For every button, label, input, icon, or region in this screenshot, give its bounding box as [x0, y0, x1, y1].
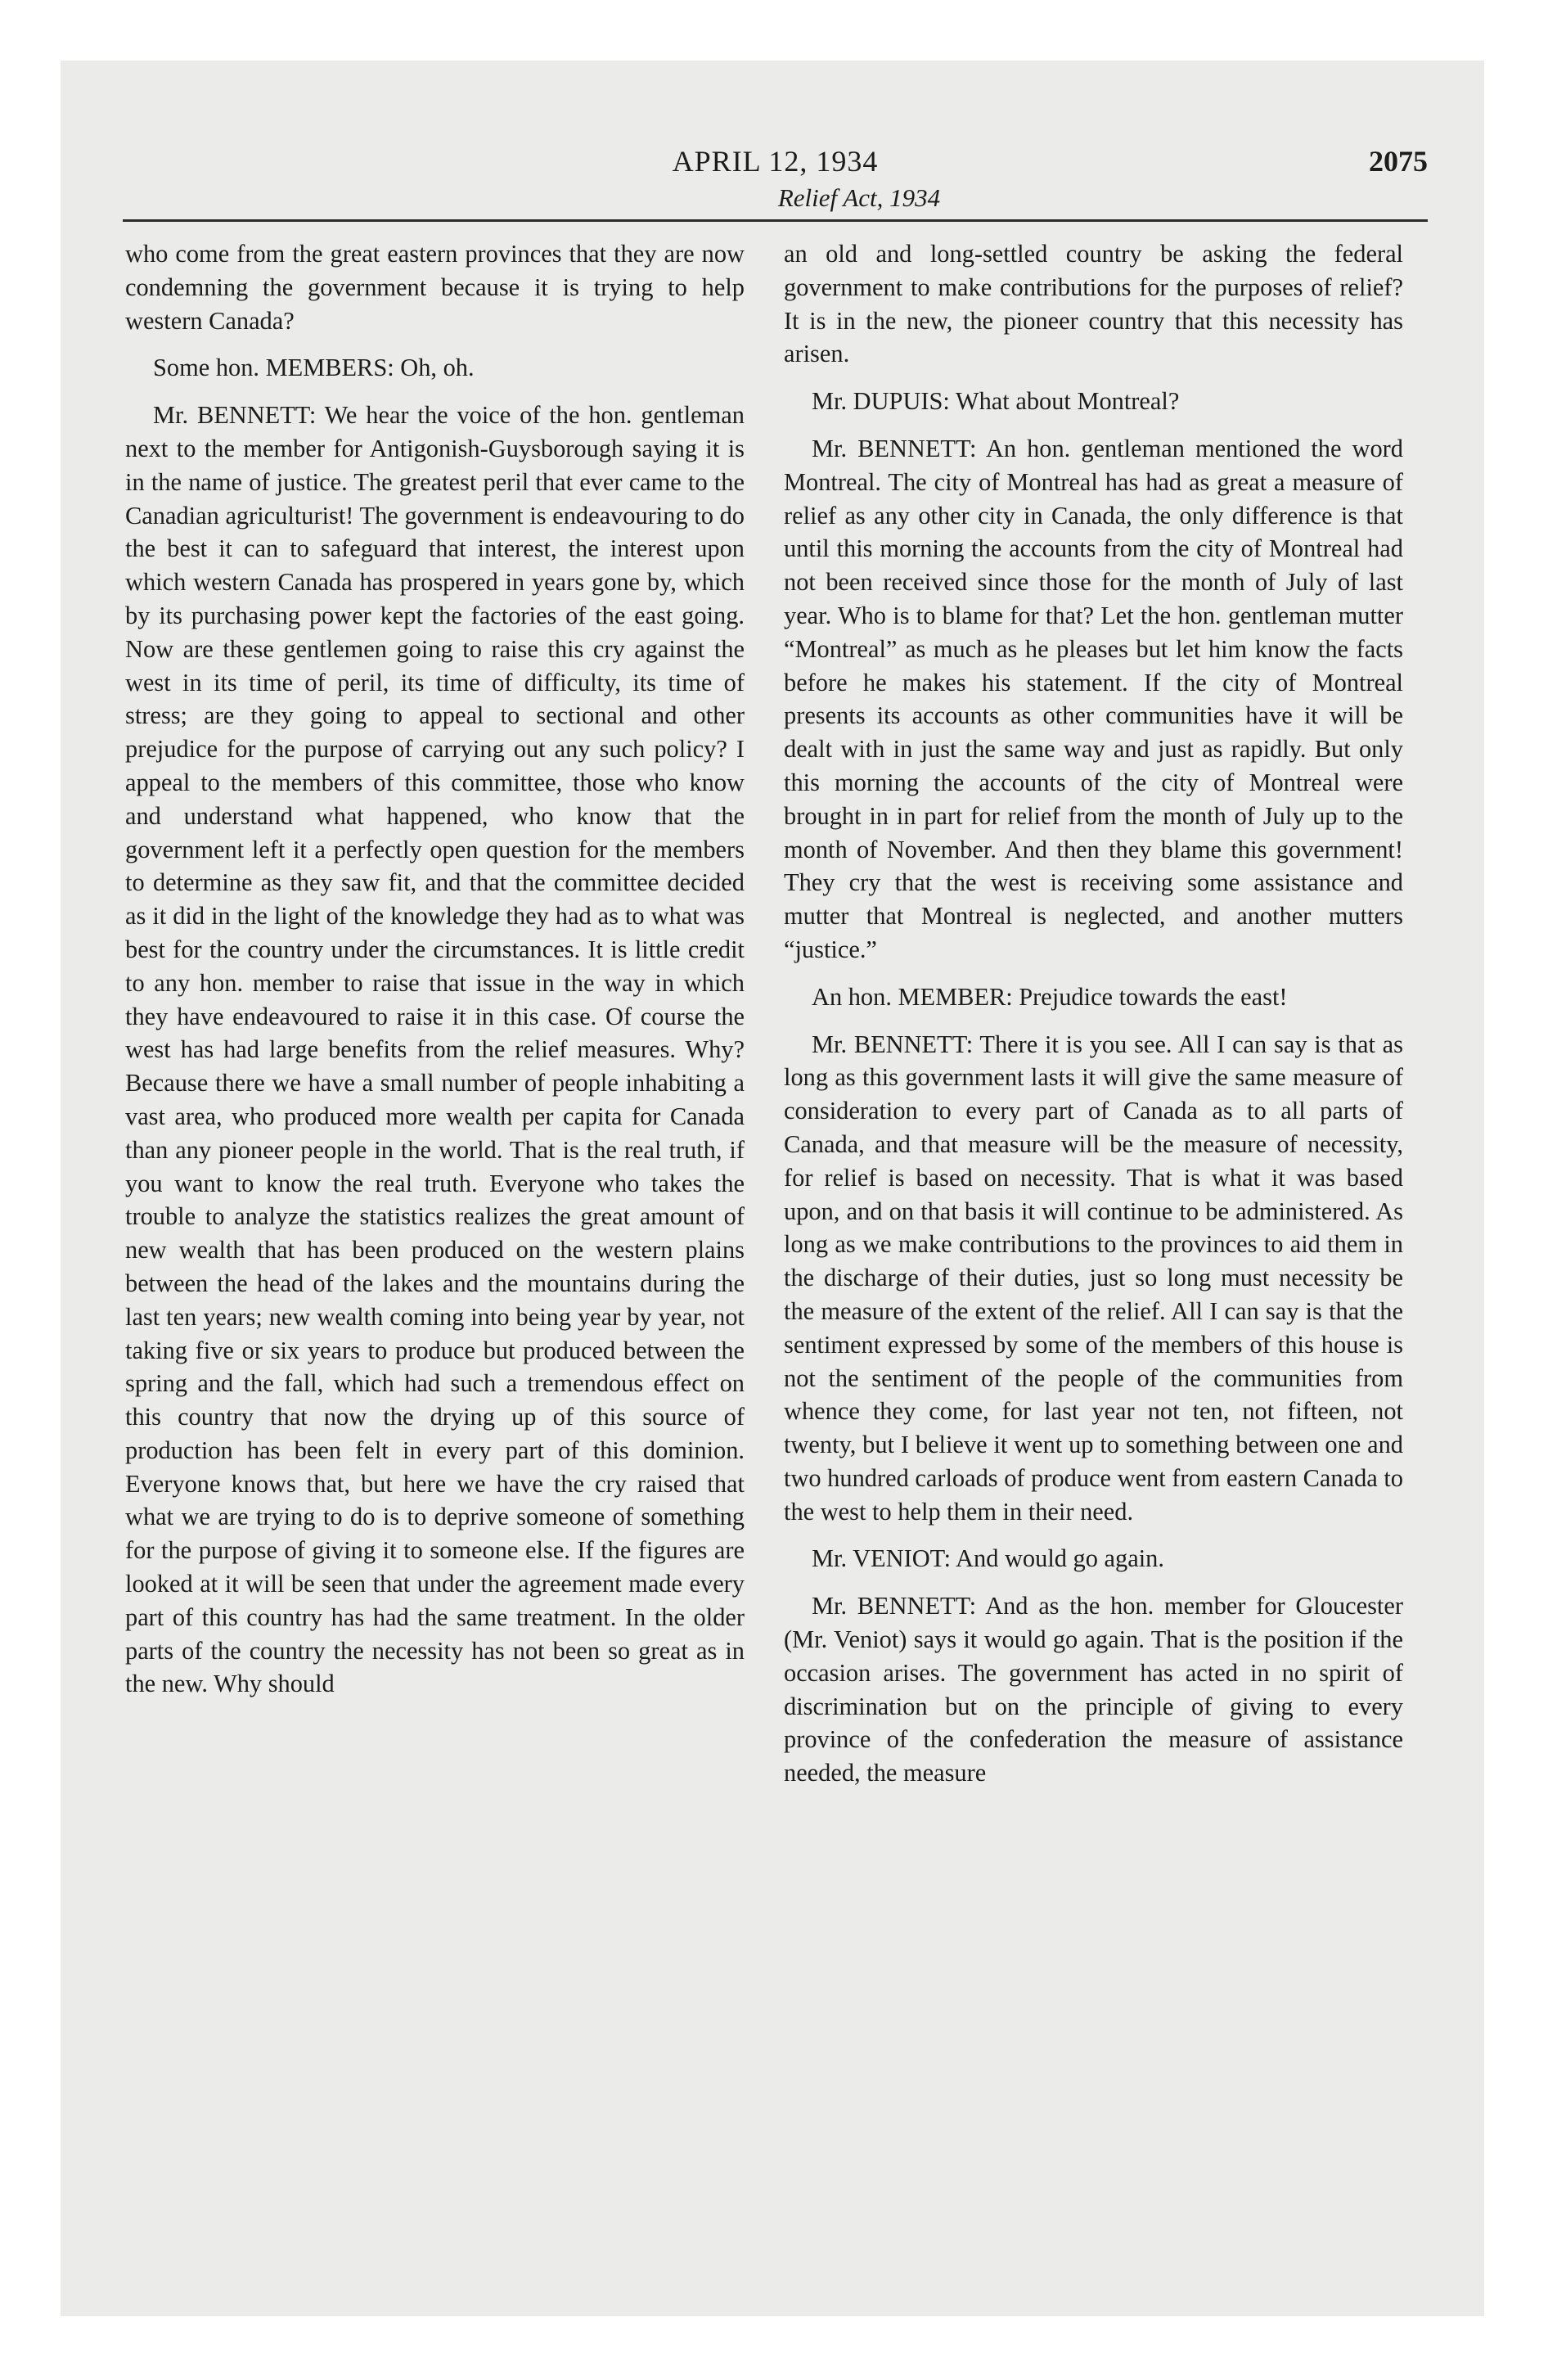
paragraph: An hon. MEMBER: Prejudice towards the east!	[812, 982, 1288, 1011]
right-column	[784, 237, 1403, 1804]
header-rule	[123, 219, 1428, 222]
paragraph: Some hon. MEMBERS: Oh, oh.	[153, 354, 475, 382]
left-column	[125, 237, 745, 1715]
header-date: APRIL 12, 1934	[672, 145, 879, 178]
paragraph: who come from the great eastern provinces that they are now condemning the government because it is trying to help western Canada?	[125, 240, 745, 335]
paragraph: an old and long-settled country be asking the federal government to make contributions for the purposes of relief? It is in the new, the pioneer country that this necessity has arisen.	[784, 240, 1403, 368]
header-act-title: Relief Act, 1934	[777, 183, 941, 212]
paragraph: Mr. BENNETT: We hear the voice of the hon. gentleman next to the member for Antigonish-Guysborough saying it is in the name of justice. The greatest peril that ever came to the Canadian agriculturist! The government is endeavouring to do the best it can to safeguard that interest, the interest upon which western Canada has prospered in years gone by, which by its purchasing power kept the factories of the east going. Now are these gentlemen going to raise this cry against the west in its time of peril, its time of difficulty, its time of stress; are they going to appeal to sectional and other prejudice for the purpose of carrying out any such policy? I appeal to the members of this committee, those who know and understand what happened, who know that the government left it a perfectly open question for the members to determine as they saw fit, and that the committee decided as it did in the light of the knowledge they had as to what was best for the country under the circumstances. It is little credit to any hon. member to raise that issue in the way in which they have endeavoured to raise it in this case. Of course the west has had large benefits from the relief measures. Why? Because there we have a small number of people inhabiting a vast area, who produced more wealth per capita for Canada than any pioneer people in the world. That is the real truth, if you want to know the real truth. Everyone who takes the trouble to analyze the statistics realizes the great amount of new wealth that has been produced on the western plains between the head of the lakes and the mountains during the last ten years; new wealth coming into being year by year, not taking five or six years to produce but produced between the spring and the fall, which had such a tremendous effect on this country that now the drying up of this source of production has been felt in every part of this dominion. Everyone knows that, but here we have the cry raised that what we are trying to do is to deprive someone of something for the purpose of giving it to someone else. If the figures are looked at it will be seen that under the agreement made every part of this country has had the same treatment. In the older parts of the country the necessity has not been so great as in the new. Why should	[125, 401, 745, 1698]
paragraph: Mr. DUPUIS: What about Montreal?	[812, 387, 1180, 416]
paragraph: Mr. BENNETT: An hon. gentleman mentioned the word Montreal. The city of Montreal has had as great a measure of relief as any other city in Canada, the only difference is that until this morning the accounts from the city of Montreal had not been received since those for the month of July of last year. Who is to blame for that? Let the hon. gentleman mutter “Montreal” as much as he pleases but let him know the facts before he makes his statement. If the city of Montreal presents its accounts as other communities have it will be dealt with in just the same way and just as rapidly. But only this morning the accounts of the city of Montreal were brought in in part for relief from the month of July up to the month of November. And then they blame this government! They cry that the west is receiving some assistance and mutter that Montreal is neglected, and another mutters “justice.”	[784, 434, 1403, 963]
paragraph: Mr. VENIOT: And would go again.	[812, 1544, 1164, 1573]
paragraph: Mr. BENNETT: There it is you see. All I can say is that as long as this government lasts it will give the same measure of consideration to every part of Canada as to all parts of Canada, and that measure will be the measure of necessity, for relief is based on necessity. That is what it was based upon, and on that basis it will continue to be administered. As long as we make contributions to the provinces to aid them in the discharge of their duties, just so long must necessity be the measure of the extent of the relief. All I can say is that the sentiment expressed by some of the members of this house is not the sentiment of the people of the communities from whence they come, for last year not ten, not fifteen, not twenty, but I believe it went up to something between one and two hundred carloads of produce went from eastern Canada to the west to help them in their need.	[784, 1030, 1403, 1526]
paragraph: Mr. BENNETT: And as the hon. member for Gloucester (Mr. Veniot) says it would go again. That is the position if the occasion arises. The government has acted in no spirit of discrimination but on the principle of giving to every province of the confederation the measure of assistance needed, the measure	[784, 1592, 1403, 1787]
page-number: 2075	[1369, 145, 1428, 178]
page-header	[123, 137, 1428, 219]
